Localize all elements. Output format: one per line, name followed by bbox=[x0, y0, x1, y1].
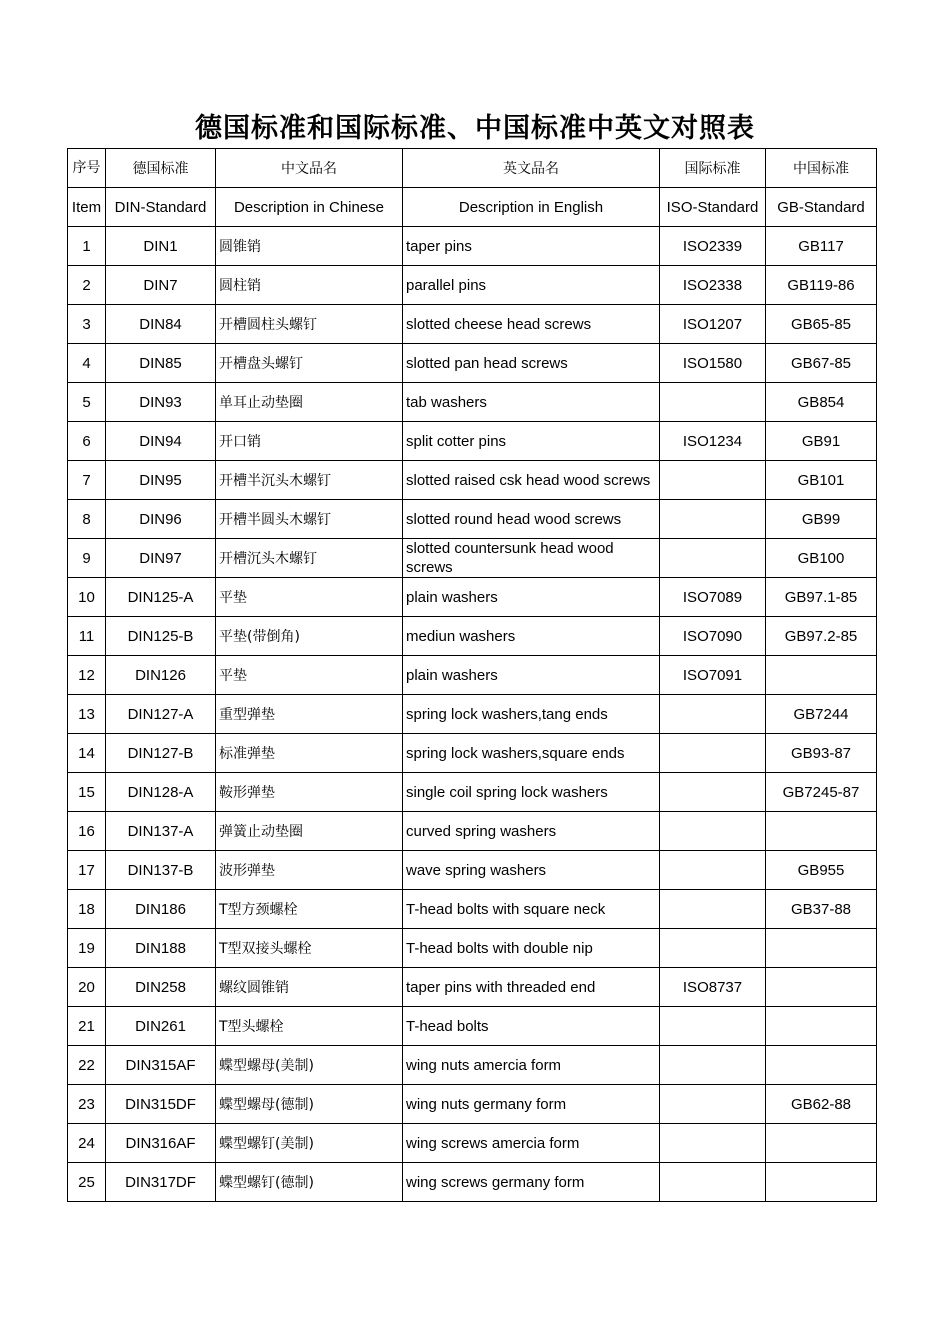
cell-item: 17 bbox=[68, 851, 106, 890]
table-row bbox=[68, 461, 877, 500]
cell-item: 2 bbox=[68, 266, 106, 305]
cell-iso: ISO1234 bbox=[660, 422, 766, 461]
cell-gb: GB100 bbox=[766, 539, 877, 578]
cell-chinese: 单耳止动垫圈 bbox=[216, 383, 403, 422]
cell-chinese: 蝶型螺母(美制) bbox=[216, 1046, 403, 1085]
cell-english: curved spring washers bbox=[403, 812, 660, 851]
cell-gb bbox=[766, 1163, 877, 1202]
cell-chinese: 蝶型螺母(德制) bbox=[216, 1085, 403, 1124]
cell-item: 12 bbox=[68, 656, 106, 695]
cell-din: DIN125-B bbox=[106, 617, 216, 656]
cell-item: 4 bbox=[68, 344, 106, 383]
cell-din: DIN94 bbox=[106, 422, 216, 461]
cell-gb: GB93-87 bbox=[766, 734, 877, 773]
cell-iso: ISO7091 bbox=[660, 656, 766, 695]
cell-english: plain washers bbox=[403, 656, 660, 695]
table-row bbox=[68, 734, 877, 773]
table-row bbox=[68, 305, 877, 344]
cell-chinese: 重型弹垫 bbox=[216, 695, 403, 734]
header-gb-en: GB-Standard bbox=[766, 188, 877, 227]
cell-iso bbox=[660, 1085, 766, 1124]
cell-iso bbox=[660, 1007, 766, 1046]
cell-item: 16 bbox=[68, 812, 106, 851]
header-item-cn: 序号 bbox=[68, 149, 106, 188]
cell-item: 11 bbox=[68, 617, 106, 656]
table-row bbox=[68, 500, 877, 539]
cell-chinese: 圆柱销 bbox=[216, 266, 403, 305]
cell-iso bbox=[660, 773, 766, 812]
cell-english: plain washers bbox=[403, 578, 660, 617]
cell-din: DIN128-A bbox=[106, 773, 216, 812]
table-row bbox=[68, 539, 877, 578]
header-din-cn: 德国标准 bbox=[106, 149, 216, 188]
cell-gb: GB97.2-85 bbox=[766, 617, 877, 656]
cell-english: split cotter pins bbox=[403, 422, 660, 461]
header-iso-cn: 国际标准 bbox=[660, 149, 766, 188]
cell-item: 1 bbox=[68, 227, 106, 266]
header-english-cn: 英文品名 bbox=[403, 149, 660, 188]
table-row bbox=[68, 929, 877, 968]
cell-item: 3 bbox=[68, 305, 106, 344]
cell-item: 21 bbox=[68, 1007, 106, 1046]
cell-english: slotted countersunk head wood screws bbox=[403, 539, 660, 578]
cell-gb bbox=[766, 1046, 877, 1085]
cell-din: DIN127-A bbox=[106, 695, 216, 734]
cell-chinese: 蝶型螺钉(德制) bbox=[216, 1163, 403, 1202]
table-row bbox=[68, 1085, 877, 1124]
cell-chinese: 平垫 bbox=[216, 656, 403, 695]
table-row bbox=[68, 968, 877, 1007]
cell-din: DIN85 bbox=[106, 344, 216, 383]
cell-iso bbox=[660, 500, 766, 539]
cell-iso: ISO2339 bbox=[660, 227, 766, 266]
cell-din: DIN97 bbox=[106, 539, 216, 578]
cell-din: DIN93 bbox=[106, 383, 216, 422]
cell-chinese: 螺纹圆锥销 bbox=[216, 968, 403, 1007]
cell-english: T-head bolts bbox=[403, 1007, 660, 1046]
cell-english: spring lock washers,tang ends bbox=[403, 695, 660, 734]
cell-chinese: 弹簧止动垫圈 bbox=[216, 812, 403, 851]
cell-english: T-head bolts with square neck bbox=[403, 890, 660, 929]
cell-english: wing nuts amercia form bbox=[403, 1046, 660, 1085]
cell-iso bbox=[660, 539, 766, 578]
cell-din: DIN125-A bbox=[106, 578, 216, 617]
cell-iso: ISO1207 bbox=[660, 305, 766, 344]
cell-item: 8 bbox=[68, 500, 106, 539]
cell-item: 15 bbox=[68, 773, 106, 812]
cell-chinese: 开槽沉头木螺钉 bbox=[216, 539, 403, 578]
cell-chinese: 开槽圆柱头螺钉 bbox=[216, 305, 403, 344]
cell-din: DIN137-A bbox=[106, 812, 216, 851]
cell-item: 24 bbox=[68, 1124, 106, 1163]
cell-english: slotted pan head screws bbox=[403, 344, 660, 383]
cell-iso: ISO7089 bbox=[660, 578, 766, 617]
cell-english: parallel pins bbox=[403, 266, 660, 305]
cell-iso bbox=[660, 734, 766, 773]
header-english-en: Description in English bbox=[403, 188, 660, 227]
cell-chinese: T型方颈螺栓 bbox=[216, 890, 403, 929]
cell-din: DIN7 bbox=[106, 266, 216, 305]
table-row bbox=[68, 656, 877, 695]
cell-chinese: T型头螺栓 bbox=[216, 1007, 403, 1046]
cell-item: 23 bbox=[68, 1085, 106, 1124]
cell-english: wing screws germany form bbox=[403, 1163, 660, 1202]
cell-chinese: T型双接头螺栓 bbox=[216, 929, 403, 968]
cell-english: slotted round head wood screws bbox=[403, 500, 660, 539]
cell-din: DIN316AF bbox=[106, 1124, 216, 1163]
table-row bbox=[68, 227, 877, 266]
cell-iso: ISO1580 bbox=[660, 344, 766, 383]
table-row bbox=[68, 890, 877, 929]
cell-gb: GB117 bbox=[766, 227, 877, 266]
cell-english: taper pins bbox=[403, 227, 660, 266]
cell-english: tab washers bbox=[403, 383, 660, 422]
header-chinese-cn: 中文品名 bbox=[216, 149, 403, 188]
cell-din: DIN137-B bbox=[106, 851, 216, 890]
table-row bbox=[68, 422, 877, 461]
cell-gb: GB101 bbox=[766, 461, 877, 500]
cell-gb: GB854 bbox=[766, 383, 877, 422]
cell-iso bbox=[660, 929, 766, 968]
cell-iso bbox=[660, 1163, 766, 1202]
cell-chinese: 标准弹垫 bbox=[216, 734, 403, 773]
page-title: 德国标准和国际标准、中国标准中英文对照表 bbox=[195, 113, 755, 144]
cell-iso bbox=[660, 890, 766, 929]
cell-english: slotted raised csk head wood screws bbox=[403, 461, 660, 500]
cell-item: 10 bbox=[68, 578, 106, 617]
cell-iso bbox=[660, 1124, 766, 1163]
cell-chinese: 开槽盘头螺钉 bbox=[216, 344, 403, 383]
cell-chinese: 平垫(带倒角) bbox=[216, 617, 403, 656]
table-row bbox=[68, 1124, 877, 1163]
cell-gb: GB119-86 bbox=[766, 266, 877, 305]
cell-iso: ISO2338 bbox=[660, 266, 766, 305]
cell-din: DIN96 bbox=[106, 500, 216, 539]
cell-din: DIN95 bbox=[106, 461, 216, 500]
cell-english: single coil spring lock washers bbox=[403, 773, 660, 812]
cell-gb bbox=[766, 656, 877, 695]
cell-item: 6 bbox=[68, 422, 106, 461]
cell-chinese: 开口销 bbox=[216, 422, 403, 461]
cell-gb: GB7244 bbox=[766, 695, 877, 734]
cell-iso bbox=[660, 1046, 766, 1085]
cell-din: DIN258 bbox=[106, 968, 216, 1007]
cell-gb bbox=[766, 929, 877, 968]
cell-item: 18 bbox=[68, 890, 106, 929]
cell-english: spring lock washers,square ends bbox=[403, 734, 660, 773]
table-row bbox=[68, 851, 877, 890]
cell-gb bbox=[766, 968, 877, 1007]
cell-gb: GB99 bbox=[766, 500, 877, 539]
cell-din: DIN126 bbox=[106, 656, 216, 695]
cell-din: DIN186 bbox=[106, 890, 216, 929]
cell-item: 14 bbox=[68, 734, 106, 773]
cell-din: DIN261 bbox=[106, 1007, 216, 1046]
cell-item: 5 bbox=[68, 383, 106, 422]
cell-item: 13 bbox=[68, 695, 106, 734]
table-row bbox=[68, 812, 877, 851]
cell-item: 22 bbox=[68, 1046, 106, 1085]
cell-gb: GB62-88 bbox=[766, 1085, 877, 1124]
cell-item: 7 bbox=[68, 461, 106, 500]
header-item-en: Item bbox=[68, 188, 106, 227]
table-row bbox=[68, 1007, 877, 1046]
cell-gb: GB65-85 bbox=[766, 305, 877, 344]
header-chinese-en: Description in Chinese bbox=[216, 188, 403, 227]
cell-din: DIN317DF bbox=[106, 1163, 216, 1202]
cell-chinese: 鞍形弹垫 bbox=[216, 773, 403, 812]
cell-iso: ISO8737 bbox=[660, 968, 766, 1007]
table-row bbox=[68, 1163, 877, 1202]
cell-chinese: 开槽半沉头木螺钉 bbox=[216, 461, 403, 500]
cell-chinese: 波形弹垫 bbox=[216, 851, 403, 890]
cell-english: T-head bolts with double nip bbox=[403, 929, 660, 968]
cell-item: 20 bbox=[68, 968, 106, 1007]
cell-english: taper pins with threaded end bbox=[403, 968, 660, 1007]
cell-iso bbox=[660, 461, 766, 500]
cell-din: DIN315DF bbox=[106, 1085, 216, 1124]
cell-iso bbox=[660, 695, 766, 734]
cell-item: 19 bbox=[68, 929, 106, 968]
table-row bbox=[68, 578, 877, 617]
cell-gb: GB37-88 bbox=[766, 890, 877, 929]
cell-gb: GB91 bbox=[766, 422, 877, 461]
cell-gb: GB67-85 bbox=[766, 344, 877, 383]
cell-chinese: 圆锥销 bbox=[216, 227, 403, 266]
cell-iso: ISO7090 bbox=[660, 617, 766, 656]
cell-chinese: 平垫 bbox=[216, 578, 403, 617]
cell-gb: GB97.1-85 bbox=[766, 578, 877, 617]
header-gb-cn: 中国标准 bbox=[766, 149, 877, 188]
table-row bbox=[68, 773, 877, 812]
cell-english: wave spring washers bbox=[403, 851, 660, 890]
table-row bbox=[68, 383, 877, 422]
standards-table bbox=[67, 148, 877, 1202]
header-row-chinese bbox=[68, 149, 877, 188]
cell-din: DIN127-B bbox=[106, 734, 216, 773]
table-row bbox=[68, 344, 877, 383]
cell-chinese: 蝶型螺钉(美制) bbox=[216, 1124, 403, 1163]
cell-iso bbox=[660, 851, 766, 890]
cell-gb bbox=[766, 1007, 877, 1046]
header-row-english bbox=[68, 188, 877, 227]
cell-chinese: 开槽半圆头木螺钉 bbox=[216, 500, 403, 539]
cell-iso bbox=[660, 383, 766, 422]
cell-iso bbox=[660, 812, 766, 851]
table-row bbox=[68, 695, 877, 734]
header-iso-en: ISO-Standard bbox=[660, 188, 766, 227]
cell-din: DIN315AF bbox=[106, 1046, 216, 1085]
cell-item: 25 bbox=[68, 1163, 106, 1202]
table-row bbox=[68, 1046, 877, 1085]
header-din-en: DIN-Standard bbox=[106, 188, 216, 227]
cell-gb bbox=[766, 1124, 877, 1163]
cell-english: wing nuts germany form bbox=[403, 1085, 660, 1124]
cell-gb: GB955 bbox=[766, 851, 877, 890]
cell-english: wing screws amercia form bbox=[403, 1124, 660, 1163]
cell-item: 9 bbox=[68, 539, 106, 578]
table-row bbox=[68, 266, 877, 305]
cell-english: slotted cheese head screws bbox=[403, 305, 660, 344]
cell-din: DIN188 bbox=[106, 929, 216, 968]
cell-gb bbox=[766, 812, 877, 851]
table-row bbox=[68, 617, 877, 656]
cell-gb: GB7245-87 bbox=[766, 773, 877, 812]
cell-din: DIN1 bbox=[106, 227, 216, 266]
cell-din: DIN84 bbox=[106, 305, 216, 344]
cell-english: mediun washers bbox=[403, 617, 660, 656]
